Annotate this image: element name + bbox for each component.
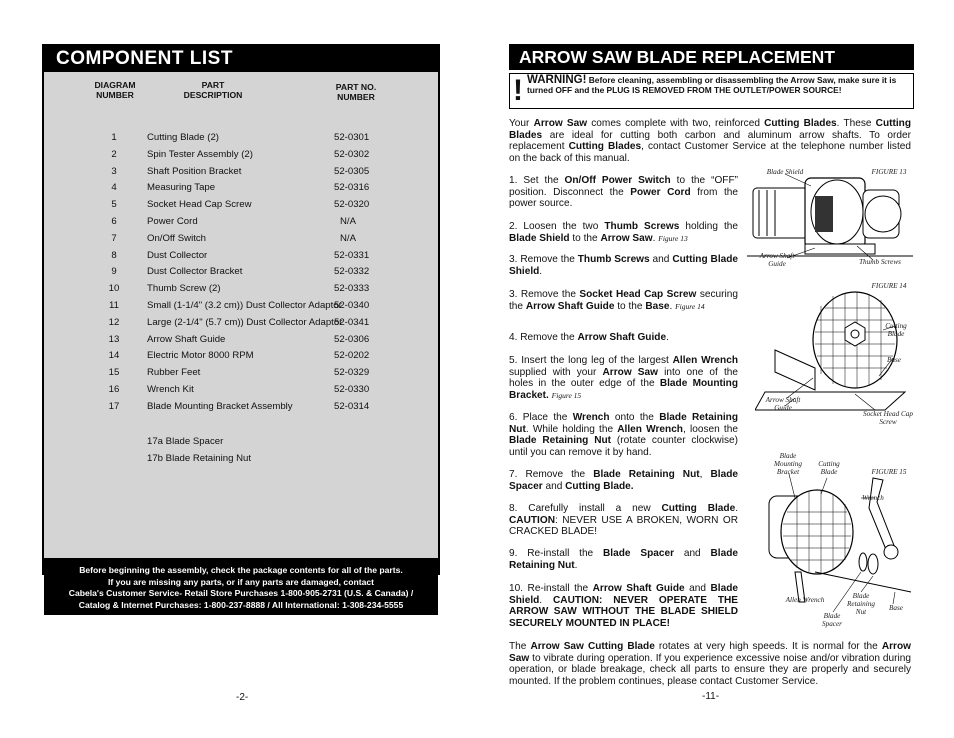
diagram-number-cell: 8 (111, 249, 117, 261)
fig13-label-thumb-screws: Thumb Screws (859, 258, 901, 266)
component-list-panel (42, 44, 440, 610)
diagram-number-cell: 12 (108, 316, 120, 328)
component-list-footer (44, 558, 438, 615)
diagram-number-cell: 15 (108, 367, 120, 379)
part-number-cell: 52-0331 (334, 249, 370, 261)
diagram-number-cell: 9 (111, 266, 117, 278)
part-description-cell: Dust Collector (147, 249, 208, 261)
step-8: 8. Carefully install a new Cutting Blade. CAUTION: NEVER USE A BROKEN, WORN OR CRACKED BLADE! (509, 503, 738, 538)
part-number-cell: 52-0302 (334, 148, 370, 160)
diagram-number-cell: 5 (111, 199, 117, 211)
part-number-cell: 52-0340 (334, 300, 370, 311)
part-description-cell: Socket Head Cap Screw (147, 199, 252, 211)
part-number-cell: N/A (340, 232, 356, 244)
table-row (44, 149, 438, 165)
header-part-number: PART NO. NUMBER (335, 82, 377, 102)
fig14-title: FIGURE 14 (871, 282, 907, 290)
step-3b: 3. Remove the Socket Head Cap Screw securing the Arrow Shaft Guide to the Base. Figure 14 (509, 289, 738, 312)
part-number-cell: 52-0202 (334, 350, 370, 362)
fig15-label-wrench: Wrench (862, 494, 884, 502)
fig15-label-allen-wrench: Allen Wrench (785, 596, 825, 604)
part-number-cell: N/A (340, 216, 356, 227)
diagram-number-cell: 13 (108, 333, 120, 345)
sub-item-blade-spacer: 17a Blade Spacer (147, 436, 224, 447)
footer-line: Before beginning the assembly, check the package contents for all of the parts. (79, 565, 403, 575)
footer-line: Catalog & Internet Purchases: 1-800-237-8888 / All International: 1-308-234-5555 (78, 599, 404, 610)
step-10: 10. Re-install the Arrow Shaft Guide and Blade Shield. CAUTION: NEVER OPERATE THE ARROW SAW WITHOUT THE BLADE SHIELD SECURELY MOUNTED IN PLACE! (509, 583, 739, 629)
step-2: 2. Loosen the two Thumb Screws holding the Blade Shield to the Arrow Saw. Figure 13 (509, 221, 738, 244)
part-number-cell: 52-0332 (334, 266, 370, 278)
table-row (44, 350, 438, 366)
fig14-label-socket-head: Socket Head Cap Screw (863, 410, 913, 426)
warning-message: Before cleaning, assembling or disassembling the Arrow Saw, make sure it is turned OFF and the PLUG IS REMOVED FROM THE OUTLET/POWER SOURCE! (527, 75, 897, 95)
diagram-number-cell: 2 (111, 148, 117, 160)
page-number-right: -11- (702, 691, 720, 702)
page-number-left: -2- (236, 692, 249, 703)
part-description-cell: Electric Motor 8000 RPM (147, 350, 254, 362)
table-row (44, 182, 438, 198)
part-description-cell: Power Cord (147, 216, 198, 227)
diagram-number-cell: 10 (108, 283, 120, 295)
fig14-label-cutting-blade: Cutting Blade (885, 322, 907, 338)
table-row (44, 216, 438, 232)
part-description-cell: Arrow Shaft Guide (147, 333, 226, 345)
diagram-number-cell: 1 (111, 132, 117, 143)
table-row (44, 166, 438, 182)
part-number-cell: 52-0314 (334, 400, 370, 412)
part-number-cell: 52-0305 (334, 165, 370, 177)
table-row (44, 132, 438, 148)
part-description-cell: Large (2-1/4" (5.7 cm)) Dust Collector Adaptor (147, 316, 343, 328)
step-3: 3. Remove the Thumb Screws and Cutting Blade Shield. (509, 254, 739, 277)
footer-line: If you are missing any parts, or if any parts are damaged, contact (107, 576, 374, 587)
part-description-cell: Dust Collector Bracket (147, 266, 243, 278)
part-description-cell: On/Off Switch (147, 232, 207, 244)
fig13-label-arrow-shaft-guide: Arrow Shaft Guide (759, 252, 795, 268)
diagram-number-cell: 3 (111, 165, 117, 177)
header-part-description: PART DESCRIPTION (183, 80, 243, 100)
blade-replacement-title: ARROW SAW BLADE REPLACEMENT (509, 44, 914, 70)
table-row (44, 317, 438, 333)
part-description-cell: Blade Mounting Bracket Assembly (147, 400, 293, 412)
component-list-table (44, 72, 438, 558)
table-row (44, 233, 438, 249)
component-list-title: COMPONENT LIST (42, 44, 440, 72)
figure-14 (755, 280, 915, 430)
table-row (44, 384, 438, 400)
part-description-cell: Measuring Tape (147, 182, 216, 194)
intro-paragraph: Your Arrow Saw comes complete with two, reinforced Cutting Blades. These Cutting Blades are ideal for cutting both carbon and aluminum arrow shafts. To order replacement Cutting Blades, contact Customer Service at the telephone number listed on the back of this manual. (509, 118, 911, 164)
table-row (44, 250, 438, 266)
header-diagram-number: DIAGRAM NUMBER (94, 80, 136, 100)
part-number-cell: 52-0330 (334, 384, 370, 395)
part-number-cell: 52-0333 (334, 283, 370, 295)
fig14-label-arrow-shaft-guide: Arrow Shaft Guide (765, 396, 801, 412)
warning-exclamation-icon: ! (513, 74, 523, 107)
warning-box (509, 73, 914, 109)
step-1: 1. Set the On/Off Power Switch to the “OFF” position. Disconnect the Power Cord from the power source. (509, 175, 738, 210)
part-number-cell: 52-0316 (334, 182, 370, 194)
table-row (44, 266, 438, 282)
part-description-cell: Shaft Position Bracket (147, 165, 242, 177)
fig13-title: FIGURE 13 (871, 168, 907, 176)
part-description-cell: Cutting Blade (2) (147, 132, 219, 143)
step-5: 5. Insert the long leg of the largest Allen Wrench supplied with your Arrow Saw into one of the holes in the outer edge of the Blade Mounting Bracket. Figure 15 (509, 355, 738, 401)
part-description-cell: Thumb Screw (2) (147, 283, 221, 295)
fig15-label-bracket: Blade Mounting Bracket (774, 452, 802, 476)
fig15-label-base: Base (889, 604, 903, 612)
fig15-label-blade-retaining-nut: Blade Retaining Nut (847, 592, 875, 616)
part-description-cell: Small (1-1/4" (3.2 cm)) Dust Collector Adaptor (147, 300, 342, 311)
fig15-label-cutting-blade: Cutting Blade (818, 460, 840, 476)
fig15-title: FIGURE 15 (871, 468, 907, 476)
part-number-cell: 52-0320 (334, 199, 370, 211)
table-row (44, 300, 438, 316)
part-description-cell: Spin Tester Assembly (2) (147, 148, 253, 160)
diagram-number-cell: 6 (111, 216, 117, 227)
diagram-number-cell: 16 (108, 384, 120, 395)
step-9: 9. Re-install the Blade Spacer and Blade Retaining Nut. (509, 548, 738, 571)
step-7: 7. Remove the Blade Retaining Nut, Blade Spacer and Cutting Blade. (509, 469, 738, 492)
diagram-number-cell: 17 (108, 400, 120, 412)
footer-line: Cabela's Customer Service- Retail Store Purchases 1-800-905-2731 (U.S. & Canada) / (68, 588, 414, 598)
closing-paragraph: The Arrow Saw Cutting Blade rotates at very high speeds. It is normal for the Arrow Saw to vibrate during operation. If you experience excessive noise and/or vibration during operation, or blade breakage, check all parts to ensure they are properly and securely mounted. If the problem continues, please contact Customer Service. (509, 641, 911, 687)
part-number-cell: 52-0329 (334, 367, 370, 379)
diagram-number-cell: 11 (109, 300, 119, 311)
figure-13 (745, 166, 915, 274)
fig13-label-blade-shield: Blade Shield (766, 168, 804, 176)
part-number-cell: 52-0306 (334, 333, 370, 345)
step-6: 6. Place the Wrench onto the Blade Retaining Nut. While holding the Allen Wrench, loosen the Blade Retaining Nut (rotate counter clockwise) until you can remove it by hand. (509, 412, 739, 458)
part-description-cell: Rubber Feet (147, 367, 201, 379)
step-4: 4. Remove the Arrow Shaft Guide. (509, 332, 669, 343)
warning-label: WARNING! (527, 74, 587, 86)
diagram-number-cell: 14 (108, 350, 120, 362)
sub-item-blade-retaining-nut: 17b Blade Retaining Nut (147, 453, 252, 464)
diagram-number-cell: 7 (111, 232, 117, 244)
table-row (44, 283, 438, 299)
fig15-label-blade-spacer: Blade Spacer (822, 612, 842, 628)
warning-text (527, 76, 907, 96)
part-number-cell: 52-0341 (334, 316, 370, 328)
table-row (44, 367, 438, 383)
fig14-label-base: Base (887, 356, 901, 364)
table-row (44, 199, 438, 215)
diagram-number-cell: 4 (111, 182, 117, 194)
table-row (44, 334, 438, 350)
part-description-cell: Wrench Kit (147, 384, 194, 395)
figure-15 (755, 452, 915, 632)
table-row (44, 401, 438, 417)
part-number-cell: 52-0301 (334, 132, 370, 143)
